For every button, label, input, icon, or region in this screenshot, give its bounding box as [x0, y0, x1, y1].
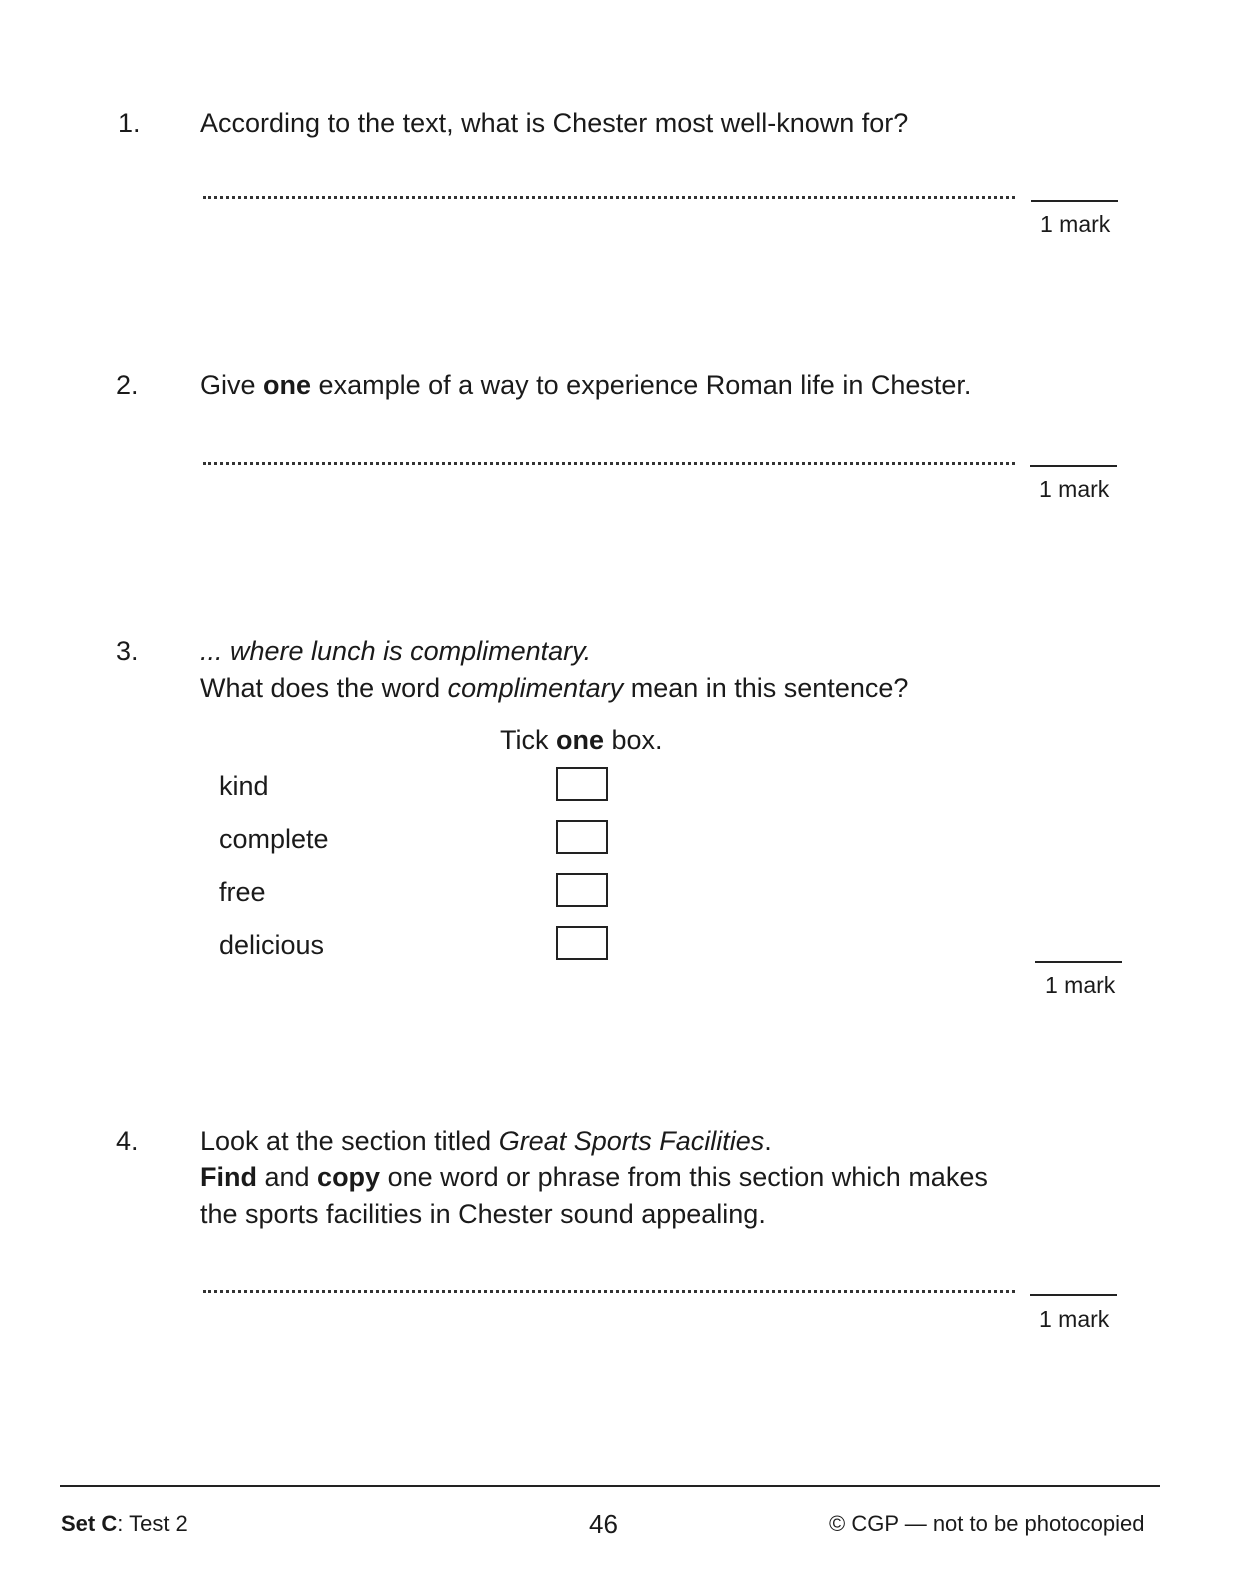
question-4-number: 4. — [116, 1126, 139, 1156]
question-2-number: 2. — [116, 370, 139, 400]
question-4-line-3: the sports facilities in Chester sound appealing. — [200, 1199, 766, 1229]
question-4-answer-line[interactable] — [203, 1290, 1015, 1293]
question-4-line-1: Look at the section titled Great Sports Facilities. — [200, 1126, 772, 1156]
option-checkbox-delicious[interactable] — [556, 926, 608, 960]
question-3-instruction: Tick one box. — [500, 725, 663, 755]
question-2-mark: 1 mark — [1039, 476, 1110, 502]
question-1-answer-line[interactable] — [203, 196, 1015, 199]
option-checkbox-complete[interactable] — [556, 820, 608, 854]
question-3-quote: ... where lunch is complimentary. — [200, 636, 592, 666]
question-4-line-2: Find and copy one word or phrase from this section which makes — [200, 1162, 988, 1192]
question-1-mark: 1 mark — [1040, 211, 1111, 237]
question-2-mark-line — [1030, 465, 1117, 467]
option-label-delicious: delicious — [219, 930, 325, 960]
question-3-prompt: What does the word complimentary mean in this sentence? — [200, 673, 909, 703]
question-3-mark: 1 mark — [1045, 972, 1116, 998]
option-label-free: free — [219, 877, 266, 907]
question-2-answer-line[interactable] — [203, 462, 1015, 465]
question-3-mark-line — [1035, 961, 1122, 963]
option-label-complete: complete — [219, 824, 329, 854]
footer-page-number: 46 — [589, 1509, 618, 1539]
question-4-mark-line — [1030, 1294, 1117, 1296]
question-3-number: 3. — [116, 636, 139, 666]
question-4-mark: 1 mark — [1039, 1306, 1110, 1332]
footer-set-label: Set C: Test 2 — [61, 1511, 188, 1536]
question-2-text: Give one example of a way to experience Roman life in Chester. — [200, 370, 972, 400]
option-checkbox-kind[interactable] — [556, 767, 608, 801]
option-checkbox-free[interactable] — [556, 873, 608, 907]
question-1-text: According to the text, what is Chester most well-known for? — [200, 108, 909, 138]
question-1-number: 1. — [118, 108, 141, 138]
option-label-kind: kind — [219, 771, 269, 801]
question-1-mark-line — [1031, 200, 1118, 202]
footer-copyright: © CGP — not to be photocopied — [829, 1511, 1145, 1536]
footer-rule — [60, 1485, 1160, 1487]
